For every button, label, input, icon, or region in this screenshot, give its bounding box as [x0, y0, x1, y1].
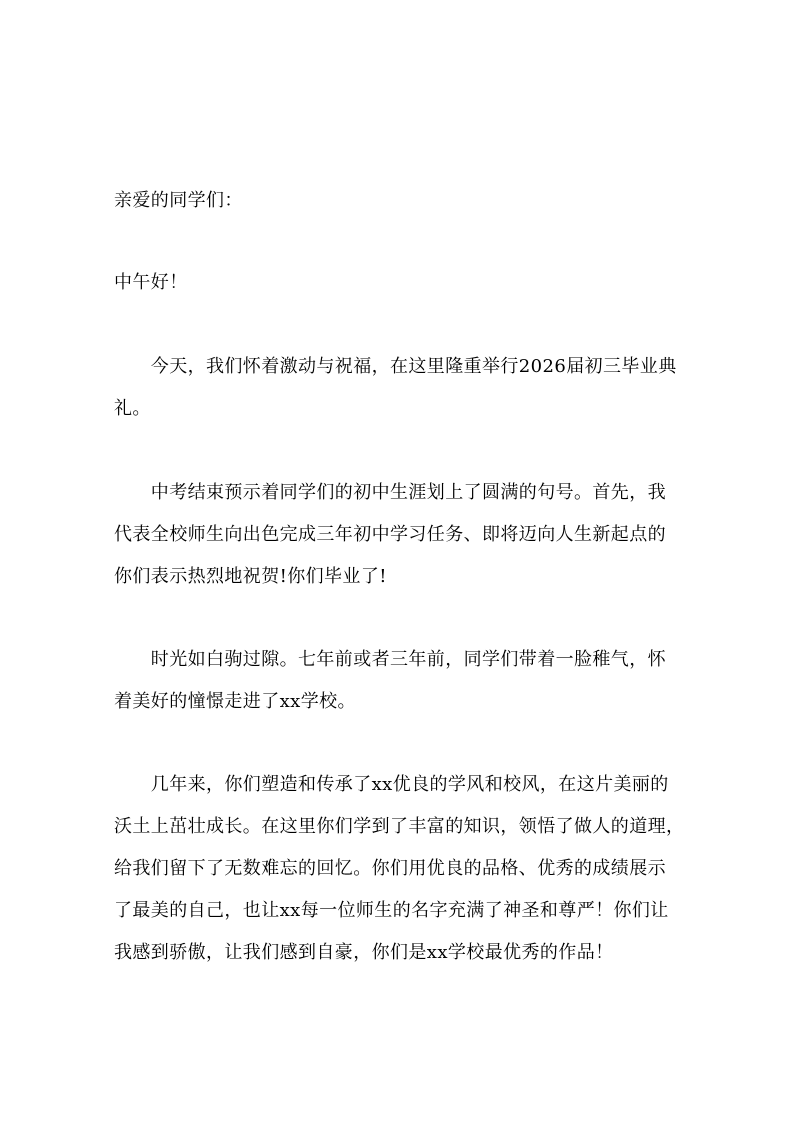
paragraph-2-line-2: 代表全校师生向出色完成三年初中学习任务、即将迈向人生新起点的 — [114, 524, 666, 545]
paragraph-2-line-3: 你们表示热烈地祝贺!你们毕业了! — [114, 566, 387, 587]
paragraph-1-line-1: 今天，我们怀着激动与祝福，在这里隆重举行2026届初三毕业典 — [114, 356, 677, 377]
paragraph-4-line-1: 几年来，你们塑造和传承了xx优良的学风和校风，在这片美丽的 — [114, 774, 669, 795]
paragraph-1-line-2: 礼。 — [114, 398, 151, 419]
paragraph-4-line-5: 我感到骄傲，让我们感到自豪，你们是xx学校最优秀的作品！ — [114, 942, 614, 963]
salutation-line: 亲爱的同学们： — [114, 190, 243, 211]
paragraph-4-line-4: 了最美的自己，也让xx每一位师生的名字充满了神圣和尊严！你们让 — [114, 900, 669, 921]
greeting-line: 中午好！ — [114, 272, 188, 293]
paragraph-4-line-3: 给我们留下了无数难忘的回忆。你们用优良的品格、优秀的成绩展示 — [114, 858, 666, 879]
paragraph-3-line-1: 时光如白驹过隙。七年前或者三年前，同学们带着一脸稚气，怀 — [114, 649, 666, 670]
paragraph-2-line-1: 中考结束预示着同学们的初中生涯划上了圆满的句号。首先，我 — [114, 482, 666, 503]
paragraph-3-line-2: 着美好的憧憬走进了xx学校。 — [114, 691, 356, 712]
paragraph-4-line-2: 沃土上茁壮成长。在这里你们学到了丰富的知识，领悟了做人的道理， — [114, 816, 685, 837]
